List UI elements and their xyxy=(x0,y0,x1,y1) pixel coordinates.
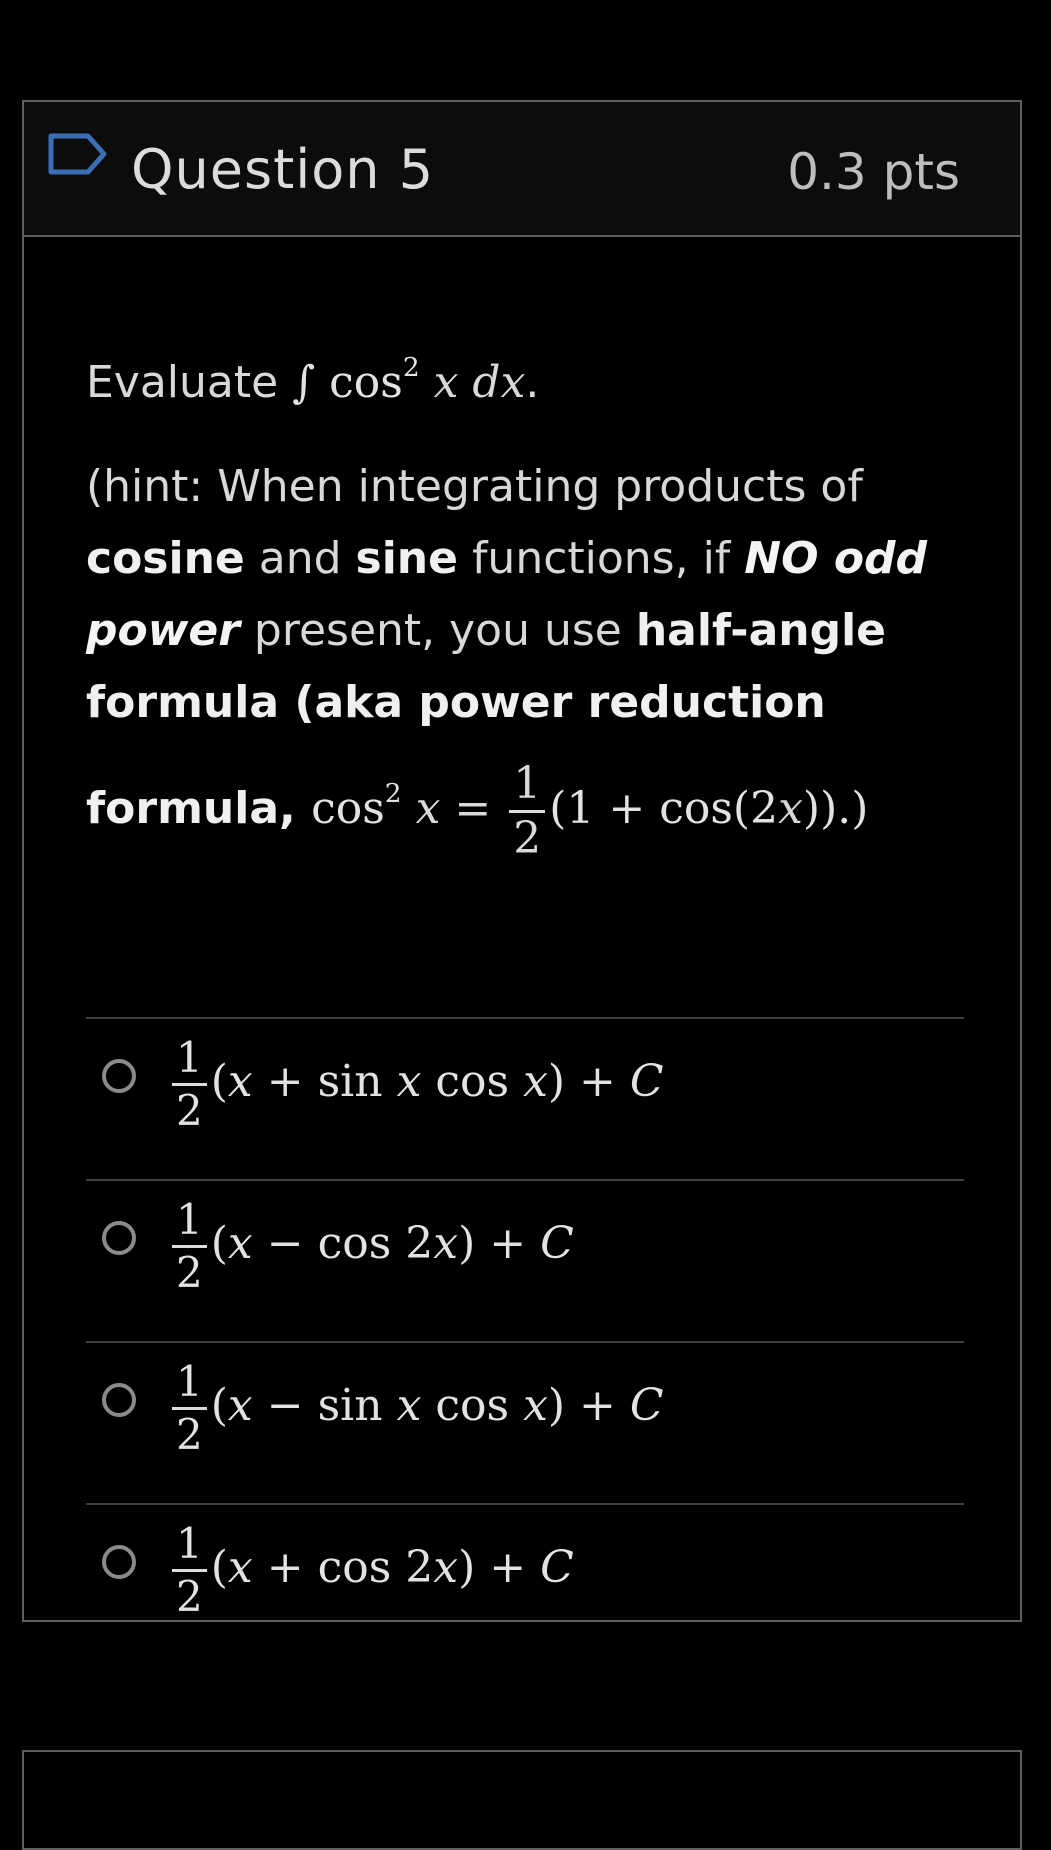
answer-option[interactable] xyxy=(86,1017,964,1179)
answer-fraction xyxy=(172,1519,207,1621)
hint-no-odd: NO odd xyxy=(744,533,928,585)
fraction-denominator: 2 xyxy=(176,1572,203,1621)
answer-part: x xyxy=(396,1380,422,1431)
answer-part: x xyxy=(433,1542,459,1593)
answer-part: ) + xyxy=(547,1380,630,1431)
hint-line-1: (hint: When integrating products of xyxy=(86,461,863,513)
answer-constant: C xyxy=(629,1380,664,1431)
answer-option[interactable] xyxy=(86,1341,964,1503)
prompt-integral: ∫ cos xyxy=(292,357,403,409)
radio-button[interactable] xyxy=(102,1059,136,1093)
hint-cosine: cosine xyxy=(86,533,245,585)
answer-part: x xyxy=(396,1056,422,1107)
next-question-card xyxy=(22,1750,1022,1850)
question-header xyxy=(24,102,1020,237)
answer-part: x xyxy=(227,1218,253,1269)
fraction-denominator: 2 xyxy=(176,1410,203,1459)
answer-part: cos xyxy=(421,1380,524,1431)
answer-part: x xyxy=(433,1218,459,1269)
fraction-numerator: 1 xyxy=(172,1037,207,1086)
hint-x-equals: x = xyxy=(401,783,506,835)
answer-constant: C xyxy=(629,1056,664,1107)
hint-x: x xyxy=(778,783,803,835)
answer-part: x xyxy=(523,1380,548,1431)
answer-part: − cos 2 xyxy=(252,1218,434,1269)
radio-button[interactable] xyxy=(102,1383,136,1417)
answer-label[interactable] xyxy=(168,1357,664,1459)
radio-button[interactable] xyxy=(102,1221,136,1255)
question-points: 0.3 pts xyxy=(787,143,960,201)
fraction-numerator: 1 xyxy=(172,1199,207,1248)
answer-part: ) + xyxy=(547,1056,630,1107)
answer-label[interactable] xyxy=(168,1033,664,1135)
answer-fraction xyxy=(172,1195,207,1297)
answer-constant: C xyxy=(540,1542,574,1593)
hint-line-2 xyxy=(86,523,966,595)
hint-half-angle: half-angle xyxy=(635,605,887,657)
hint-power: power xyxy=(86,605,240,657)
answer-list xyxy=(86,1017,964,1665)
answer-fraction xyxy=(172,1357,207,1459)
question-card xyxy=(22,100,1022,1622)
prompt-exponent: 2 xyxy=(402,352,420,383)
answer-part: − sin xyxy=(252,1380,397,1431)
hint-fraction-numerator: 1 xyxy=(509,762,545,813)
hint-text: and xyxy=(244,533,356,585)
question-title: Question 5 xyxy=(131,138,435,201)
answer-part: ( xyxy=(210,1380,228,1431)
question-text xyxy=(86,332,966,864)
hint-line-4: formula (aka power reduction xyxy=(86,677,826,729)
answer-part: + sin xyxy=(252,1056,397,1107)
fraction-numerator: 1 xyxy=(172,1523,207,1572)
prompt-period: . xyxy=(525,357,540,409)
radio-button[interactable] xyxy=(102,1545,136,1579)
hint-sine: sine xyxy=(355,533,458,585)
flag-question-icon[interactable] xyxy=(48,132,108,180)
hint-cos: cos xyxy=(311,783,385,835)
hint-formula-label: formula, xyxy=(86,783,312,835)
answer-part: + cos 2 xyxy=(252,1542,434,1593)
hint-line-5 xyxy=(86,739,966,864)
answer-part: x xyxy=(227,1056,253,1107)
hint-fraction-denominator: 2 xyxy=(513,812,542,864)
hint-formula-rest: (1 + cos(2 xyxy=(549,783,779,835)
fraction-numerator: 1 xyxy=(172,1361,207,1410)
answer-part: ) + xyxy=(458,1218,541,1269)
answer-part: ( xyxy=(210,1542,228,1593)
answer-fraction xyxy=(172,1033,207,1135)
hint-exponent: 2 xyxy=(384,778,402,810)
fraction-denominator: 2 xyxy=(176,1248,203,1297)
prompt-tail: x dx xyxy=(419,357,526,409)
answer-label[interactable] xyxy=(168,1519,574,1621)
prompt-line xyxy=(86,332,966,419)
answer-constant: C xyxy=(540,1218,574,1269)
hint-text: functions, if xyxy=(457,533,745,585)
hint-fraction xyxy=(509,757,545,864)
prompt-word: Evaluate xyxy=(86,357,279,409)
answer-part: ) + xyxy=(458,1542,541,1593)
answer-part: ( xyxy=(210,1218,228,1269)
answer-part: x xyxy=(227,1542,253,1593)
answer-label[interactable] xyxy=(168,1195,574,1297)
fraction-denominator: 2 xyxy=(176,1086,203,1135)
hint-text: present, you use xyxy=(239,605,636,657)
answer-part: x xyxy=(227,1380,253,1431)
answer-part: x xyxy=(523,1056,548,1107)
answer-option[interactable] xyxy=(86,1179,964,1341)
answer-option[interactable] xyxy=(86,1503,964,1665)
hint-formula-end: )).) xyxy=(802,783,869,835)
answer-part: cos xyxy=(421,1056,524,1107)
answer-part: ( xyxy=(210,1056,228,1107)
hint-line-3 xyxy=(86,595,966,667)
